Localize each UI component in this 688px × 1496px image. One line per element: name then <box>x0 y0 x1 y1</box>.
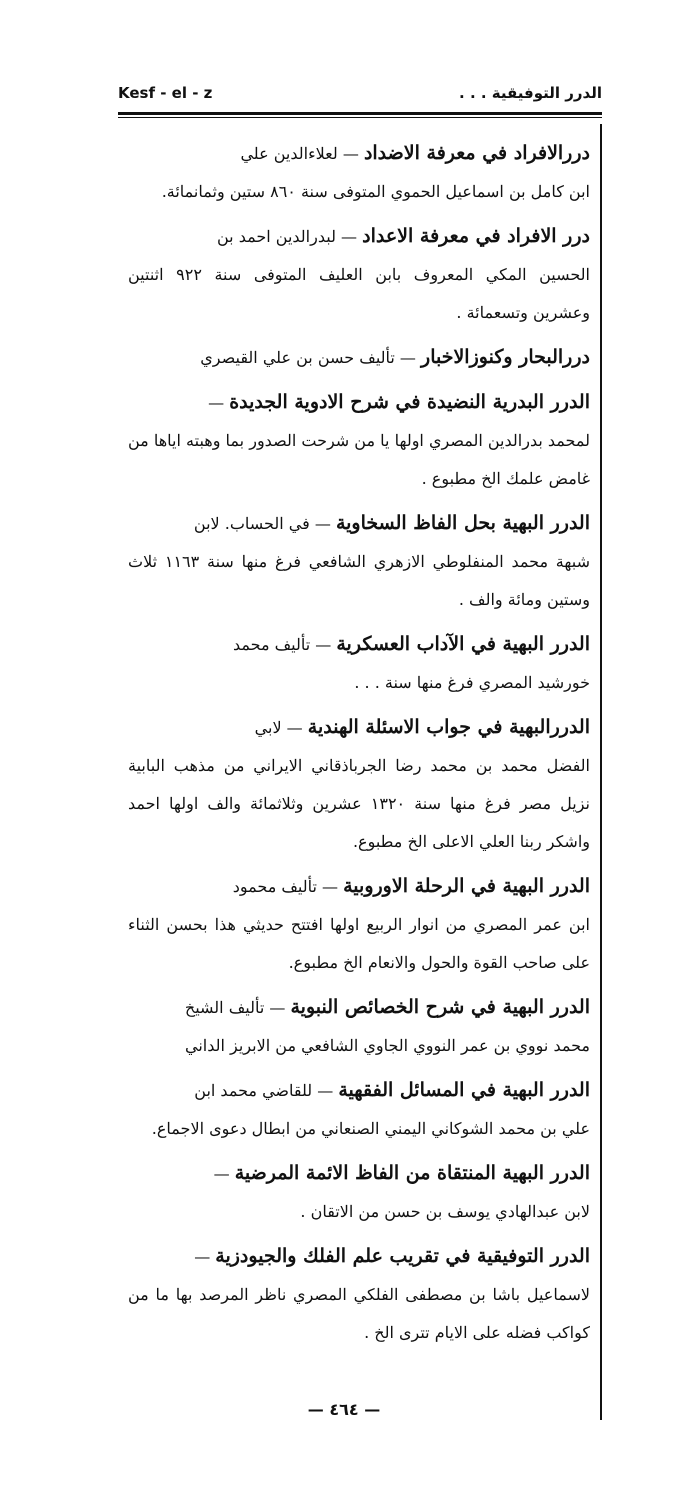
entry <box>128 1237 590 1352</box>
entry-title: الدرر البدرية النضيدة في شرح الادوية الجديدة <box>229 391 590 413</box>
header-running-title: الدرر التوفيقية . . . <box>459 84 602 102</box>
entry-body: لابن عبدالهادي يوسف بن حسن من الاتقان . <box>300 1202 590 1221</box>
entry-body: الفضل محمد بن محمد رضا الجرباذقاني الايراني من مذهب البابية نزيل مصر فرغ منها سنة ١٣٢٠ عشرين وثلاثمائة والف اولها احمد واشكر ربنا العلي الاعلى الخ مطبوع. <box>128 756 590 851</box>
entry-body: ابن عمر المصري من انوار الربيع اولها افتتح حديثي هذا بحسن الثناء على صاحب القوة والحول والانعام الخ مطبوع. <box>128 915 590 972</box>
entry <box>128 134 590 211</box>
entry-body: خورشيد المصري فرغ منها سنة . . . <box>354 673 590 692</box>
entry-title: الدرر البهية في المسائل الفقهية <box>338 1079 590 1101</box>
entry-body: علي بن محمد الشوكاني اليمني الصنعاني من ابطال دعوى الاجماع. <box>151 1119 590 1138</box>
entry-body: لمحمد بدرالدين المصري اولها يا من شرحت الصدور بما وهبته اياها من غامض علمك الخ مطبوع . <box>128 431 590 488</box>
entry-author: — لابي <box>254 718 303 737</box>
entry <box>128 217 590 332</box>
header-left-text: Kesf - el - z <box>118 84 213 102</box>
entry <box>128 708 590 861</box>
entry-title: الدرر البهية في شرح الخصائص النبوية <box>290 996 590 1018</box>
entry-author: — تأليف حسن بن علي القيصري <box>200 348 416 367</box>
entry-title: الدرر البهية في الآداب العسكرية <box>336 633 590 655</box>
entry-title: درر الافراد في معرفة الاعداد <box>362 225 590 247</box>
entry-author: — <box>213 1164 230 1183</box>
entry-title: الدرر البهية في الرحلة الاوروبية <box>343 875 590 897</box>
entry <box>128 867 590 982</box>
entry-author: — تأليف محمد <box>232 635 332 654</box>
entry-author: — <box>208 393 225 412</box>
entry-body: الحسين المكي المعروف بابن العليف المتوفى سنة ٩٢٢ اثنتين وعشرين وتسعمائة . <box>128 265 590 322</box>
entry-author: — لعلاءالدين علي <box>240 144 359 163</box>
entry-body: لاسماعيل باشا بن مصطفى الفلكي المصري ناظر المرصد بها ما من كواكب فضله على الايام تترى الخ . <box>128 1285 590 1342</box>
entry-author: — <box>194 1247 211 1266</box>
entry-title: الدرر التوفيقية في تقريب علم الفلك والجيودزية <box>215 1245 590 1267</box>
entry-title: الدرر البهية المنتقاة من الفاظ الائمة المرضية <box>234 1162 590 1184</box>
entry <box>128 1071 590 1148</box>
entry-author: — للقاضي محمد ابن <box>194 1081 334 1100</box>
entry <box>128 383 590 498</box>
page-header <box>118 78 602 108</box>
entry-author: — في الحساب. لابن <box>193 514 331 533</box>
entry-title: دررالبحار وكنوزالاخبار <box>421 346 590 368</box>
entry <box>128 504 590 619</box>
entries-column <box>128 134 590 1358</box>
entry-body: محمد نووي بن عمر النووي الجاوي الشافعي من الابريز الداني <box>185 1036 590 1055</box>
entry-title: الدررالبهية في جواب الاسئلة الهندية <box>307 716 590 738</box>
page-number: — ٤٦٤ — <box>307 1400 381 1419</box>
entry-author: — تأليف الشيخ <box>184 998 286 1017</box>
entry <box>128 625 590 702</box>
entry-title: الدرر البهية بحل الفاظ السخاوية <box>335 512 590 534</box>
entry-author: — تأليف محمود <box>232 877 339 896</box>
entry <box>128 1154 590 1231</box>
entry-author: — لبدرالدين احمد بن <box>216 227 358 246</box>
entry-body: ابن كامل بن اسماعيل الحموي المتوفى سنة ٨٦٠ ستين وثمانمائة. <box>161 182 590 201</box>
entry-title: دررالافراد في معرفة الاضداد <box>363 142 590 164</box>
entry-body: شبهة محمد المنفلوطي الازهري الشافعي فرغ منها سنة ١١٦٣ ثلاث وستين ومائة والف . <box>128 552 590 609</box>
entry <box>128 988 590 1065</box>
margin-line <box>600 124 602 1420</box>
entry <box>128 338 590 377</box>
header-rule <box>118 112 602 118</box>
